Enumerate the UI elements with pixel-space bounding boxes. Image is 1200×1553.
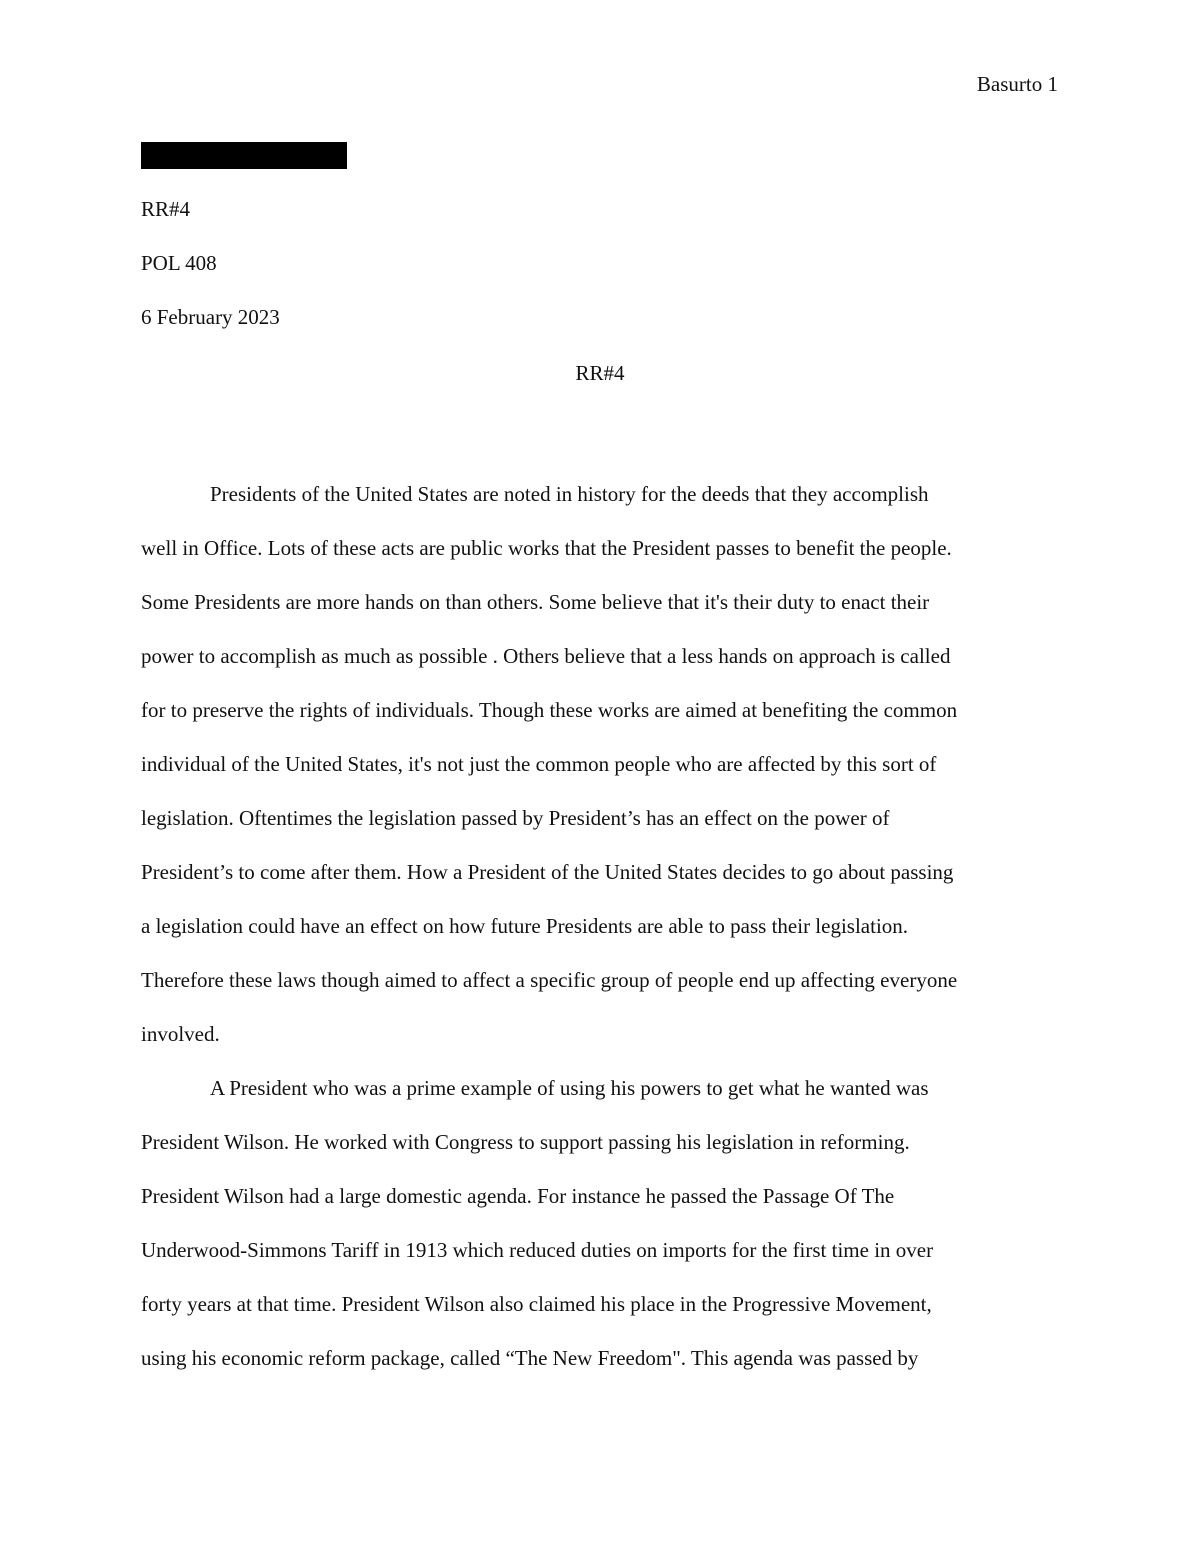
course-label: POL 408 bbox=[141, 251, 217, 275]
text-line: Therefore these laws though aimed to affect a specific group of people end up affecting everyone bbox=[141, 968, 958, 992]
text-line: forty years at that time. President Wilson also claimed his place in the Progressive Movement, bbox=[141, 1292, 932, 1316]
date-label: 6 February 2023 bbox=[141, 305, 280, 329]
text-line: President’s to come after them. How a President of the United States decides to go about passing bbox=[141, 860, 954, 884]
assignment-label: RR#4 bbox=[141, 197, 191, 221]
paragraph bbox=[141, 467, 1059, 1061]
paragraph bbox=[141, 1061, 1059, 1385]
document-title: RR#4 bbox=[575, 361, 625, 385]
text-line: legislation. Oftentimes the legislation passed by President’s has an effect on the power of bbox=[141, 806, 890, 830]
redacted-name-block bbox=[141, 142, 347, 169]
text-line: A President who was a prime example of using his powers to get what he wanted was bbox=[210, 1076, 929, 1100]
text-line: Some Presidents are more hands on than others. Some believe that it's their duty to enact their bbox=[141, 590, 930, 614]
body-text bbox=[141, 467, 1059, 1385]
text-line: a legislation could have an effect on how future Presidents are able to pass their legislation. bbox=[141, 914, 909, 938]
text-line: using his economic reform package, called “The New Freedom". This agenda was passed by bbox=[141, 1346, 919, 1370]
text-line: involved. bbox=[141, 1022, 220, 1046]
text-line: well in Office. Lots of these acts are public works that the President passes to benefit the people. bbox=[141, 536, 952, 560]
text-line: individual of the United States, it's not just the common people who are affected by this sort of bbox=[141, 752, 937, 776]
text-line: President Wilson. He worked with Congress to support passing his legislation in reforming. bbox=[141, 1130, 910, 1154]
running-head: Basurto 1 bbox=[976, 72, 1058, 96]
text-line: Presidents of the United States are noted in history for the deeds that they accomplish bbox=[210, 482, 929, 506]
text-line: power to accomplish as much as possible . Others believe that a less hands on approach is called bbox=[141, 644, 951, 668]
text-line: Underwood-Simmons Tariff in 1913 which reduced duties on imports for the first time in over bbox=[141, 1238, 934, 1262]
text-line: for to preserve the rights of individuals. Though these works are aimed at benefiting the common bbox=[141, 698, 958, 722]
text-line: President Wilson had a large domestic agenda. For instance he passed the Passage Of The bbox=[141, 1184, 895, 1208]
